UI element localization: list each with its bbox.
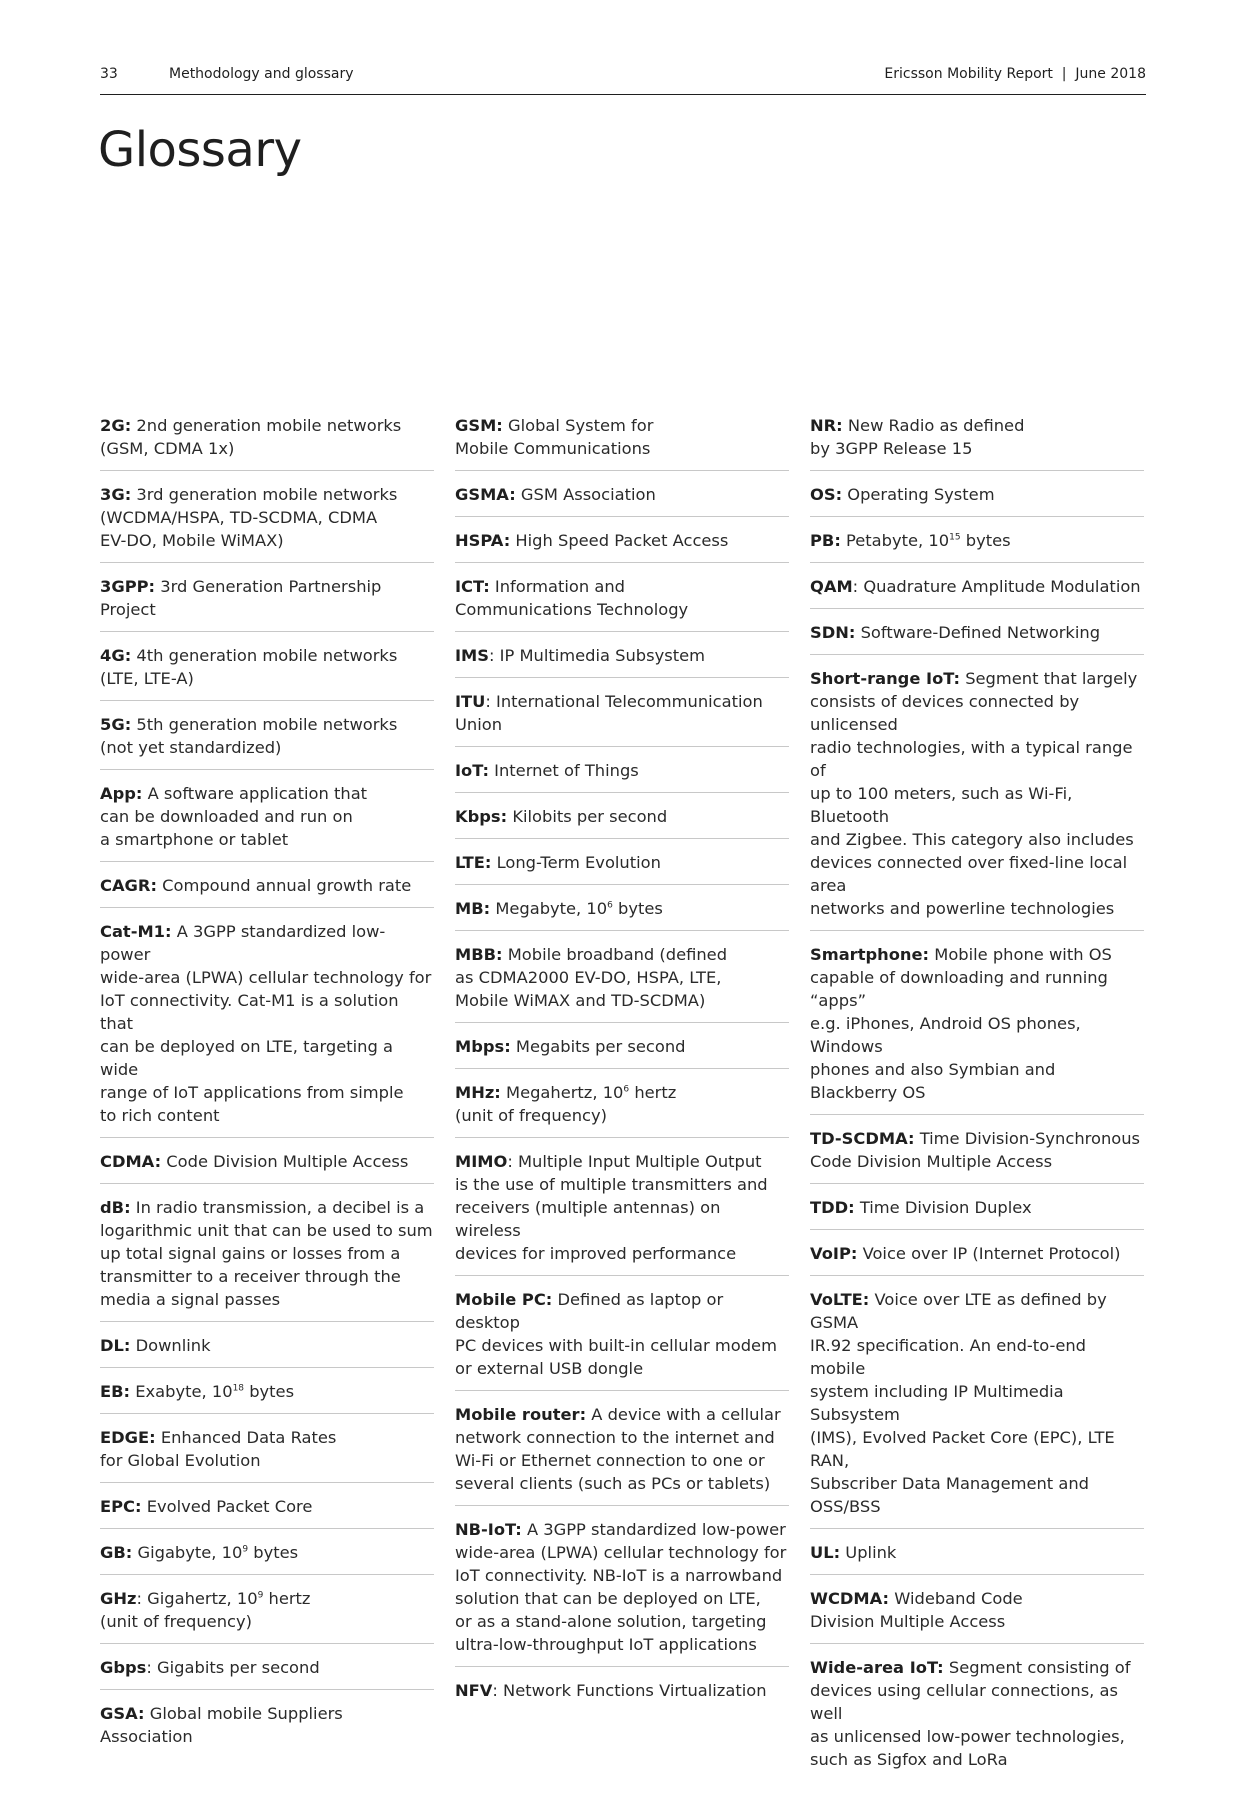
glossary-entry bbox=[455, 851, 789, 885]
glossary-term: 4G: bbox=[100, 646, 132, 665]
glossary-definition-line: Defined as laptop or desktop bbox=[455, 1290, 724, 1332]
glossary-definition-line: devices for improved performance bbox=[455, 1244, 737, 1263]
glossary-entry bbox=[100, 782, 434, 862]
glossary-definition-line: : International Telecommunication Union bbox=[455, 692, 763, 734]
glossary-definition-line: Division Multiple Access bbox=[810, 1612, 1006, 1631]
glossary-definition-line: as unlicensed low-power technologies, bbox=[810, 1727, 1125, 1746]
report-title: Ericsson Mobility Report | June 2018 bbox=[884, 66, 1146, 82]
glossary-definition-line: such as Sigfox and LoRa bbox=[810, 1750, 1008, 1769]
glossary-definition-line: phones and also Symbian and Blackberry OS bbox=[810, 1060, 1056, 1102]
glossary-definition-line: devices using cellular connections, as well bbox=[810, 1681, 1118, 1723]
glossary-term: Short-range IoT: bbox=[810, 669, 961, 688]
glossary-term: Kbps: bbox=[455, 807, 508, 826]
glossary-definition-line: to rich content bbox=[100, 1106, 220, 1125]
glossary-term: ICT: bbox=[455, 577, 490, 596]
glossary-term: QAM bbox=[810, 577, 853, 596]
glossary-entry bbox=[455, 529, 789, 563]
glossary-definition-line: IoT connectivity. Cat-M1 is a solution that bbox=[100, 991, 399, 1033]
glossary-definition-line: (not yet standardized) bbox=[100, 738, 282, 757]
glossary-column-3 bbox=[810, 414, 1144, 1793]
glossary-term: VoLTE: bbox=[810, 1290, 870, 1309]
glossary-entry bbox=[100, 1587, 434, 1644]
glossary-definition-line: A device with a cellular bbox=[591, 1405, 781, 1424]
glossary-term: 3GPP: bbox=[100, 577, 156, 596]
glossary-term: GB: bbox=[100, 1543, 133, 1562]
glossary-term: VoIP: bbox=[810, 1244, 858, 1263]
glossary-definition-line: Wi-Fi or Ethernet connection to one or bbox=[455, 1451, 765, 1470]
glossary-definition-line: Compound annual growth rate bbox=[162, 876, 412, 895]
glossary-definition-line: solution that can be deployed on LTE, bbox=[455, 1589, 761, 1608]
glossary-definition-line: (unit of frequency) bbox=[100, 1612, 252, 1631]
glossary-definition-line: Global System for bbox=[508, 416, 654, 435]
glossary-definition-line: : IP Multimedia Subsystem bbox=[489, 646, 705, 665]
glossary-definition-line: A 3GPP standardized low-power bbox=[526, 1520, 786, 1539]
glossary-definition-line: receivers (multiple antennas) on wireless bbox=[455, 1198, 721, 1240]
glossary-entry bbox=[455, 1518, 789, 1667]
glossary-definition-line: Segment that largely bbox=[965, 669, 1138, 688]
glossary-term: NR: bbox=[810, 416, 843, 435]
glossary-definition-unit: hertz bbox=[263, 1589, 311, 1608]
glossary-entry bbox=[810, 943, 1144, 1115]
glossary-entry bbox=[100, 713, 434, 770]
glossary-definition-line: Time Division Duplex bbox=[859, 1198, 1032, 1217]
glossary-definition-line: radio technologies, with a typical range of bbox=[810, 738, 1133, 780]
glossary-term: 3G: bbox=[100, 485, 132, 504]
glossary-term: dB: bbox=[100, 1198, 131, 1217]
glossary-column-2 bbox=[455, 414, 789, 1724]
glossary-term: PB: bbox=[810, 531, 841, 550]
glossary-term: TD-SCDMA: bbox=[810, 1129, 915, 1148]
glossary-entry bbox=[810, 414, 1144, 471]
glossary-definition-line: : Gigahertz, 10 bbox=[136, 1589, 258, 1608]
glossary-term: GSM: bbox=[455, 416, 503, 435]
glossary-definition-line: Long-Term Evolution bbox=[496, 853, 661, 872]
glossary-definition-line: Segment consisting of bbox=[948, 1658, 1131, 1677]
glossary-term: UL: bbox=[810, 1543, 841, 1562]
glossary-entry bbox=[810, 529, 1144, 563]
glossary-definition-line: 4th generation mobile networks bbox=[136, 646, 398, 665]
glossary-definition-line: Time Division-Synchronous bbox=[919, 1129, 1141, 1148]
glossary-definition-line: (IMS), Evolved Packet Core (EPC), LTE RAN, bbox=[810, 1428, 1115, 1470]
glossary-definition-line: Operating System bbox=[847, 485, 995, 504]
glossary-entry bbox=[810, 1242, 1144, 1276]
glossary-term: CDMA: bbox=[100, 1152, 162, 1171]
glossary-definition-line: Wideband Code bbox=[894, 1589, 1023, 1608]
glossary-definition-line: Communications Technology bbox=[455, 600, 689, 619]
glossary-entry bbox=[810, 1656, 1144, 1781]
glossary-definition-line: IoT connectivity. NB-IoT is a narrowband bbox=[455, 1566, 783, 1585]
glossary-term: NFV bbox=[455, 1681, 493, 1700]
glossary-definition-line: consists of devices connected by unlicensed bbox=[810, 692, 1080, 734]
glossary-term: Mobile router: bbox=[455, 1405, 587, 1424]
glossary-definition-line: or as a stand-alone solution, targeting bbox=[455, 1612, 767, 1631]
glossary-entry bbox=[100, 414, 434, 471]
glossary-definition-line: several clients (such as PCs or tablets) bbox=[455, 1474, 771, 1493]
glossary-definition-line: up to 100 meters, such as Wi-Fi, Bluetooth bbox=[810, 784, 1073, 826]
glossary-term: WCDMA: bbox=[810, 1589, 890, 1608]
glossary-entry bbox=[810, 483, 1144, 517]
glossary-definition-line: Megabyte, 10 bbox=[495, 899, 608, 918]
glossary-term: GSA: bbox=[100, 1704, 145, 1723]
glossary-definition-line: Kilobits per second bbox=[512, 807, 668, 826]
glossary-definition-line: wide-area (LPWA) cellular technology for bbox=[100, 968, 432, 987]
glossary-definition-line: Megabits per second bbox=[515, 1037, 686, 1056]
glossary-definition-line: Code Division Multiple Access bbox=[166, 1152, 409, 1171]
glossary-entry bbox=[100, 1334, 434, 1368]
glossary-definition-line: networks and powerline technologies bbox=[810, 899, 1115, 918]
glossary-entry bbox=[100, 920, 434, 1138]
glossary-entry bbox=[100, 1380, 434, 1414]
glossary-definition-line: capable of downloading and running “apps” bbox=[810, 968, 1108, 1010]
glossary-term: DL: bbox=[100, 1336, 131, 1355]
glossary-term: OS: bbox=[810, 485, 843, 504]
glossary-definition-line: up total signal gains or losses from a bbox=[100, 1244, 401, 1263]
glossary-term: ITU bbox=[455, 692, 486, 711]
glossary-term: App: bbox=[100, 784, 143, 803]
glossary-definition-line: Subscriber Data Management and OSS/BSS bbox=[810, 1474, 1089, 1516]
glossary-entry bbox=[810, 1587, 1144, 1644]
glossary-term: 5G: bbox=[100, 715, 132, 734]
section-title: Methodology and glossary bbox=[169, 66, 354, 82]
glossary-definition-line: A software application that bbox=[147, 784, 368, 803]
glossary-definition-line: 3rd Generation Partnership Project bbox=[100, 577, 382, 619]
glossary-entry bbox=[100, 1702, 434, 1758]
glossary-definition-line: : Network Functions Virtualization bbox=[492, 1681, 767, 1700]
glossary-entry bbox=[810, 1541, 1144, 1575]
glossary-definition-line: New Radio as defined bbox=[847, 416, 1025, 435]
glossary-definition-line: Megahertz, 10 bbox=[506, 1083, 624, 1102]
glossary-entry bbox=[100, 1196, 434, 1322]
glossary-term: MB: bbox=[455, 899, 491, 918]
glossary-term: GSMA: bbox=[455, 485, 516, 504]
glossary-definition-line: IR.92 specification. An end-to-end mobile bbox=[810, 1336, 1087, 1378]
glossary-definition-line: range of IoT applications from simple bbox=[100, 1083, 404, 1102]
glossary-definition-line: or external USB dongle bbox=[455, 1359, 644, 1378]
glossary-term: EDGE: bbox=[100, 1428, 156, 1447]
glossary-definition-line: logarithmic unit that can be used to sum bbox=[100, 1221, 433, 1240]
glossary-definition-line: Information and bbox=[494, 577, 625, 596]
glossary-definition-line: Voice over IP (Internet Protocol) bbox=[862, 1244, 1121, 1263]
page-header bbox=[100, 66, 1146, 95]
glossary-definition-line: In radio transmission, a decibel is a bbox=[135, 1198, 425, 1217]
glossary-definition-unit: hertz bbox=[629, 1083, 677, 1102]
glossary-definition-line: ultra-low-throughput IoT applications bbox=[455, 1635, 757, 1654]
exponent: 9 bbox=[242, 1544, 249, 1555]
glossary-definition-line: PC devices with built-in cellular modem bbox=[455, 1336, 777, 1355]
glossary-definition-line: Software-Defined Networking bbox=[860, 623, 1101, 642]
glossary-definition-line: system including IP Multimedia Subsystem bbox=[810, 1382, 1064, 1424]
glossary-entry bbox=[455, 805, 789, 839]
glossary-definition-line: A 3GPP standardized low-power bbox=[100, 922, 386, 964]
glossary-entry bbox=[455, 414, 789, 471]
glossary-column-1 bbox=[100, 414, 434, 1770]
glossary-definition-line: Mobile phone with OS bbox=[934, 945, 1112, 964]
glossary-entry bbox=[455, 483, 789, 517]
glossary-definition-unit: bytes bbox=[612, 899, 663, 918]
glossary-definition-line: Internet of Things bbox=[494, 761, 639, 780]
glossary-term: LTE: bbox=[455, 853, 492, 872]
glossary-entry bbox=[455, 943, 789, 1023]
glossary-entry bbox=[810, 1127, 1144, 1184]
glossary-term: HSPA: bbox=[455, 531, 511, 550]
glossary-definition-line: 2nd generation mobile networks bbox=[136, 416, 402, 435]
page-number: 33 bbox=[100, 66, 118, 82]
glossary-entry bbox=[100, 874, 434, 908]
exponent: 6 bbox=[623, 1084, 630, 1095]
glossary-entry bbox=[100, 644, 434, 701]
glossary-term: Wide-area IoT: bbox=[810, 1658, 944, 1677]
glossary-entry bbox=[100, 1426, 434, 1483]
glossary-entry bbox=[810, 575, 1144, 609]
glossary-entry bbox=[455, 1150, 789, 1276]
glossary-definition-line: Uplink bbox=[845, 1543, 897, 1562]
glossary-definition-line: 3rd generation mobile networks bbox=[136, 485, 398, 504]
glossary-definition-line: and Zigbee. This category also includes bbox=[810, 830, 1134, 849]
glossary-definition-unit: bytes bbox=[960, 531, 1011, 550]
glossary-definition-line: devices connected over fixed-line local area bbox=[810, 853, 1128, 895]
glossary-term: MHz: bbox=[455, 1083, 501, 1102]
glossary-entry bbox=[455, 1081, 789, 1138]
glossary-definition-line: media a signal passes bbox=[100, 1290, 281, 1309]
glossary-entry bbox=[455, 1288, 789, 1391]
glossary-definition-line: can be downloaded and run on bbox=[100, 807, 353, 826]
glossary-entry bbox=[100, 1150, 434, 1184]
glossary-definition-line: wide-area (LPWA) cellular technology for bbox=[455, 1543, 787, 1562]
glossary-term: Mbps: bbox=[455, 1037, 511, 1056]
glossary-definition-line: Petabyte, 10 bbox=[846, 531, 950, 550]
glossary-term: Cat-M1: bbox=[100, 922, 172, 941]
glossary-definition-line: e.g. iPhones, Android OS phones, Windows bbox=[810, 1014, 1081, 1056]
glossary-term: 2G: bbox=[100, 416, 132, 435]
glossary-definition-line: Code Division Multiple Access bbox=[810, 1152, 1053, 1171]
glossary-definition-line: Downlink bbox=[135, 1336, 211, 1355]
glossary-entry bbox=[455, 1679, 789, 1712]
glossary-definition-line: for Global Evolution bbox=[100, 1451, 261, 1470]
glossary-definition-line: (LTE, LTE-A) bbox=[100, 669, 194, 688]
glossary-definition-line: (GSM, CDMA 1x) bbox=[100, 439, 235, 458]
glossary-term: CAGR: bbox=[100, 876, 157, 895]
glossary-entry bbox=[100, 1541, 434, 1575]
glossary-definition-line: Mobile WiMAX and TD-SCDMA) bbox=[455, 991, 706, 1010]
glossary-definition-line: can be deployed on LTE, targeting a wide bbox=[100, 1037, 393, 1079]
glossary-term: TDD: bbox=[810, 1198, 855, 1217]
glossary-definition-line: transmitter to a receiver through the bbox=[100, 1267, 401, 1286]
glossary-entry bbox=[810, 667, 1144, 931]
glossary-term: IoT: bbox=[455, 761, 489, 780]
glossary-definition-line: Mobile Communications bbox=[455, 439, 651, 458]
page-title: Glossary bbox=[98, 122, 302, 178]
glossary-definition-line: Gigabyte, 10 bbox=[137, 1543, 243, 1562]
glossary-definition-unit: bytes bbox=[248, 1543, 299, 1562]
glossary-entry bbox=[100, 483, 434, 563]
glossary-definition-line: Voice over LTE as defined by GSMA bbox=[810, 1290, 1107, 1332]
glossary-entry bbox=[100, 575, 434, 632]
glossary-definition-line: as CDMA2000 EV-DO, HSPA, LTE, bbox=[455, 968, 722, 987]
glossary-definition-unit: bytes bbox=[244, 1382, 295, 1401]
exponent: 6 bbox=[607, 900, 613, 911]
exponent: 9 bbox=[257, 1590, 264, 1601]
glossary-term: EB: bbox=[100, 1382, 131, 1401]
glossary-definition-line: Global mobile Suppliers Association bbox=[100, 1704, 343, 1746]
glossary-term: IMS bbox=[455, 646, 489, 665]
glossary-definition-line: EV-DO, Mobile WiMAX) bbox=[100, 531, 284, 550]
glossary-entry bbox=[810, 621, 1144, 655]
exponent: 18 bbox=[232, 1383, 245, 1394]
glossary-term: SDN: bbox=[810, 623, 856, 642]
glossary-entry bbox=[455, 759, 789, 793]
glossary-entry bbox=[100, 1656, 434, 1690]
glossary-entry bbox=[810, 1196, 1144, 1230]
glossary-entry bbox=[810, 1288, 1144, 1529]
glossary-definition-line: : Multiple Input Multiple Output bbox=[507, 1152, 762, 1171]
glossary-definition-line: GSM Association bbox=[520, 485, 656, 504]
glossary-entry bbox=[455, 690, 789, 747]
exponent: 15 bbox=[949, 532, 961, 543]
glossary-entry bbox=[455, 575, 789, 632]
glossary-term: MIMO bbox=[455, 1152, 508, 1171]
glossary-definition-line: High Speed Packet Access bbox=[515, 531, 729, 550]
glossary-definition-line: Mobile broadband (defined bbox=[507, 945, 728, 964]
glossary-definition-line: Exabyte, 10 bbox=[135, 1382, 233, 1401]
glossary-term: Gbps bbox=[100, 1658, 147, 1677]
glossary-definition-line: Enhanced Data Rates bbox=[160, 1428, 337, 1447]
glossary-entry bbox=[455, 1035, 789, 1069]
glossary-definition-line: : Gigabits per second bbox=[146, 1658, 320, 1677]
glossary-definition-line: (WCDMA/HSPA, TD-SCDMA, CDMA bbox=[100, 508, 378, 527]
glossary-definition-line: a smartphone or tablet bbox=[100, 830, 289, 849]
glossary-term: Mobile PC: bbox=[455, 1290, 553, 1309]
glossary-entry bbox=[455, 1403, 789, 1506]
glossary-definition-line: Evolved Packet Core bbox=[146, 1497, 313, 1516]
glossary-definition-line: is the use of multiple transmitters and bbox=[455, 1175, 768, 1194]
glossary-term: NB-IoT: bbox=[455, 1520, 522, 1539]
glossary-definition-line: 5th generation mobile networks bbox=[136, 715, 398, 734]
glossary-entry bbox=[455, 644, 789, 678]
glossary-term: Smartphone: bbox=[810, 945, 930, 964]
glossary-term: GHz bbox=[100, 1589, 137, 1608]
glossary-entry bbox=[100, 1495, 434, 1529]
glossary-definition-line: by 3GPP Release 15 bbox=[810, 439, 973, 458]
glossary-definition-line: : Quadrature Amplitude Modulation bbox=[852, 577, 1141, 596]
glossary-definition-line: network connection to the internet and bbox=[455, 1428, 775, 1447]
glossary-entry bbox=[455, 897, 789, 931]
glossary-term: EPC: bbox=[100, 1497, 142, 1516]
glossary-term: MBB: bbox=[455, 945, 503, 964]
glossary-definition-line: (unit of frequency) bbox=[455, 1106, 607, 1125]
